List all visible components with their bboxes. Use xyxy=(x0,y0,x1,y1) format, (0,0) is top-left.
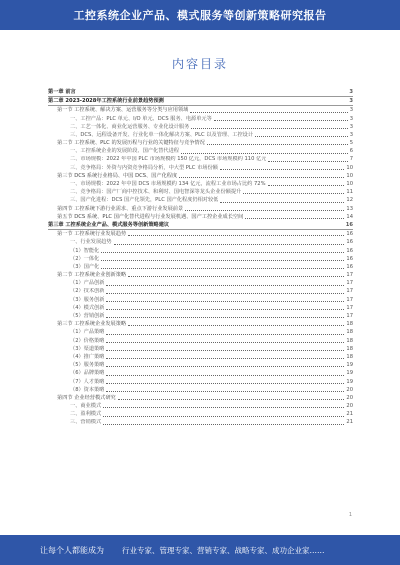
toc-dot-leader xyxy=(268,161,347,162)
toc-entry-title: 第四节 工控系统下游行业需求、重点下游行业发展前景 xyxy=(57,205,184,212)
toc-entry-page: 10 xyxy=(346,181,353,188)
toc-entry[interactable] xyxy=(48,263,353,271)
toc-entry-title: （2）价格策略 xyxy=(70,337,105,344)
toc-entry-title: 一、市场规模：2022 年中国 DCS 市场规模约 134 亿元，流程工业市场占比约 72% xyxy=(70,181,266,188)
toc-entry[interactable] xyxy=(48,172,353,180)
toc-entry-page: 5 xyxy=(349,140,353,147)
toc-entry[interactable] xyxy=(48,106,353,114)
toc-entry[interactable] xyxy=(48,131,353,139)
toc-entry-title: （2）技术创新 xyxy=(70,288,105,295)
toc-dot-leader xyxy=(103,424,344,425)
toc-dot-leader xyxy=(185,210,344,211)
toc-dot-leader xyxy=(101,268,344,269)
toc-entry-page: 16 xyxy=(346,231,353,238)
toc-entry-title: （5）服务策略 xyxy=(70,362,105,369)
toc-entry-page: 17 xyxy=(346,280,353,287)
toc-entry[interactable] xyxy=(48,394,353,402)
toc-entry[interactable] xyxy=(48,328,353,336)
toc-entry-page: 10 xyxy=(346,172,353,179)
toc-entry-page: 3 xyxy=(349,115,353,122)
toc-entry-title: 第三章 工控系统企业产品、模式服务等创新策略建议 xyxy=(48,221,170,228)
toc-entry-title: 第四节 企业经营模式研究 xyxy=(57,394,116,401)
toc-entry-page: 18 xyxy=(346,321,353,328)
toc-entry-title: 一、工控系统企业的发展阶段、国产化替代进程 xyxy=(70,148,179,155)
toc-entry-page: 17 xyxy=(346,313,353,320)
toc-dot-leader xyxy=(214,120,348,121)
toc-dot-leader xyxy=(106,293,344,294)
toc-dot-leader xyxy=(128,235,344,236)
toc-dot-leader xyxy=(191,128,347,129)
toc-entry-page: 17 xyxy=(346,288,353,295)
toc-entry[interactable] xyxy=(48,180,353,188)
toc-entry[interactable] xyxy=(48,279,353,287)
toc-entry[interactable] xyxy=(48,115,353,123)
toc-entry[interactable] xyxy=(48,123,353,131)
toc-entry-title: 一、工控产品：PLC 单元、I/O 单元、DCS 服务、电源单元等 xyxy=(70,115,212,122)
footer-slogan: 让每个人都能成为 xyxy=(40,545,104,555)
toc-entry[interactable] xyxy=(48,221,353,230)
toc-entry-title: 二、工艺一体化、商业化运营服务、专业化设计服务 xyxy=(70,123,190,130)
toc-entry[interactable] xyxy=(48,312,353,320)
toc-entry-title: （1）产品创新 xyxy=(70,280,105,287)
toc-dot-leader xyxy=(128,276,344,277)
toc-dot-leader xyxy=(106,366,344,367)
toc-dot-leader xyxy=(106,391,344,392)
toc-dot-leader xyxy=(106,285,344,286)
toc-entry-page: 20 xyxy=(346,394,353,401)
toc-entry-title: （8）资本策略 xyxy=(70,386,105,393)
toc-entry-page: 21 xyxy=(346,419,353,426)
toc-entry-title: （7）人才策略 xyxy=(70,378,105,385)
toc-entry[interactable] xyxy=(48,378,353,386)
toc-entry-page: 3 xyxy=(349,98,353,105)
toc-dot-leader xyxy=(118,399,345,400)
toc-entry-title: （3）渠道策略 xyxy=(70,345,105,352)
toc-entry[interactable] xyxy=(48,386,353,394)
toc-dot-leader xyxy=(101,252,344,253)
toc-entry-page: 18 xyxy=(346,329,353,336)
toc-entry-title: （1）智能化 xyxy=(70,247,100,254)
toc-entry-title: 第二章 2023-2028年工控系统行业前景趋势预测 xyxy=(48,98,164,105)
report-footer xyxy=(0,535,400,565)
toc-entry[interactable] xyxy=(48,164,353,172)
toc-entry-title: 三、DCS、远程设备开发、行业化单一体化解决方案、PLC 以及管理、工控设计 xyxy=(70,131,254,138)
toc-entry-page: 3 xyxy=(349,107,353,114)
toc-entry-title: 二、市场规模：2022 年中国 PLC 市场规模约 150 亿元，DCS 市场规模约 110 亿元 xyxy=(70,156,267,163)
toc-dot-leader xyxy=(181,153,348,154)
report-title: 工控系统企业产品、模式服务等创新策略研究报告 xyxy=(73,9,327,22)
toc-entry[interactable] xyxy=(48,271,353,279)
footer-tagline: 行业专家、管理专家、营销专家、战略专家、成功企业家…… xyxy=(122,545,325,555)
toc-entry-page: 17 xyxy=(346,272,353,279)
toc-entry-title: 二、盈利模式 xyxy=(70,411,102,418)
toc-entry-page: 10 xyxy=(346,164,353,171)
toc-entry[interactable] xyxy=(48,288,353,296)
toc-entry-page: 12 xyxy=(346,197,353,204)
toc-entry-title: （6）品牌策略 xyxy=(70,370,105,377)
report-header xyxy=(0,0,400,30)
toc-entry[interactable] xyxy=(48,213,353,221)
toc-entry[interactable] xyxy=(48,320,353,328)
toc-entry-title: （4）推广策略 xyxy=(70,353,105,360)
toc-entry[interactable] xyxy=(48,353,353,361)
toc-entry[interactable] xyxy=(48,304,353,312)
toc-entry-title: （1）产品策略 xyxy=(70,329,105,336)
toc-entry-page: 14 xyxy=(346,213,353,220)
toc-entry-page: 16 xyxy=(346,263,353,270)
toc-entry-title: （3）服务创新 xyxy=(70,296,105,303)
toc-dot-leader xyxy=(101,260,344,261)
toc-entry-page: 16 xyxy=(346,255,353,262)
toc-dot-leader xyxy=(179,177,344,178)
toc-entry-title: 第三节 工控系统企业发展策略 xyxy=(57,321,127,328)
toc-entry[interactable] xyxy=(48,361,353,369)
toc-entry-title: （2）一体化 xyxy=(70,255,100,262)
toc-entry[interactable] xyxy=(48,147,353,155)
toc-entry[interactable] xyxy=(48,196,353,204)
toc-dot-leader xyxy=(106,350,344,351)
toc-entry-title: 第一节 工控系统、解决方案、运营服务等分类与应用领域 xyxy=(57,107,189,114)
toc-entry-title: 三、营销模式 xyxy=(70,419,102,426)
toc-entry-page: 18 xyxy=(346,353,353,360)
toc-entry[interactable] xyxy=(48,156,353,164)
toc-entry-page: 19 xyxy=(346,370,353,377)
toc-dot-leader xyxy=(103,407,344,408)
toc-entry-title: 二、竞争格局：国产厂商中控技术、和利时、国电智深等龙头企业份额提升 xyxy=(70,189,242,196)
toc-entry[interactable] xyxy=(48,247,353,255)
toc-dot-leader xyxy=(268,185,345,186)
toc-dot-leader xyxy=(106,375,344,376)
toc-entry[interactable] xyxy=(48,230,353,238)
toc-entry-title: 第五节 DCS 系统、PLC 国产化替代进程与行业发展机遇、国产工控企业成长空间 xyxy=(57,213,244,220)
toc-dot-leader xyxy=(106,358,344,359)
toc-entry-page: 16 xyxy=(346,247,353,254)
toc-entry[interactable] xyxy=(48,255,353,263)
toc-entry-title: （5）营销创新 xyxy=(70,313,105,320)
toc-entry[interactable] xyxy=(48,296,353,304)
toc-entry-page: 18 xyxy=(346,345,353,352)
toc-dot-leader xyxy=(106,309,344,310)
toc-entry-title: 三、竞争格局：外资与内资竞争格局分析，中大型 PLC 市场份额 xyxy=(70,164,218,171)
toc-entry-title: 三、国产化进程：DCS 国产化领先，PLC 国产化程度仍相对较低 xyxy=(70,197,219,204)
toc-entry[interactable] xyxy=(48,410,353,418)
toc-entry-page: 11 xyxy=(346,189,353,196)
toc-dot-leader xyxy=(243,193,344,194)
toc-entry-title: （3）国产化 xyxy=(70,263,100,270)
toc-entry[interactable] xyxy=(48,402,353,410)
toc-dot-leader xyxy=(220,202,344,203)
toc-dot-leader xyxy=(207,144,348,145)
toc-entry-page: 19 xyxy=(346,378,353,385)
toc-dot-leader xyxy=(220,169,345,170)
toc-entry[interactable] xyxy=(48,88,353,97)
toc-entry-page: 19 xyxy=(346,362,353,369)
toc-entry[interactable] xyxy=(48,369,353,377)
table-of-contents xyxy=(48,88,353,427)
toc-entry[interactable] xyxy=(48,345,353,353)
toc-entry-title: 第三节 DCS 系统行业格局、中国 DCS、国产化程度 xyxy=(57,172,178,179)
toc-entry-page: 7 xyxy=(349,156,353,163)
toc-entry-page: 17 xyxy=(346,296,353,303)
toc-entry-page: 6 xyxy=(349,148,353,155)
toc-dot-leader xyxy=(245,218,344,219)
toc-dot-leader xyxy=(106,317,344,318)
toc-dot-leader xyxy=(106,301,344,302)
toc-entry-title: 一、商业模式 xyxy=(70,403,102,410)
toc-entry-page: 16 xyxy=(346,239,353,246)
toc-entry-title: 第一节 工控系统行业发展趋势 xyxy=(57,231,127,238)
toc-entry-page: 20 xyxy=(346,386,353,393)
toc-entry[interactable] xyxy=(48,97,353,106)
toc-entry[interactable] xyxy=(48,238,353,246)
toc-dot-leader xyxy=(128,325,344,326)
toc-entry-page: 13 xyxy=(346,205,353,212)
toc-entry[interactable] xyxy=(48,139,353,147)
toc-entry-page: 21 xyxy=(346,411,353,418)
toc-entry-page: 17 xyxy=(346,304,353,311)
toc-entry-page: 20 xyxy=(346,403,353,410)
toc-heading: 内容目录 xyxy=(171,57,228,71)
toc-entry[interactable] xyxy=(48,419,353,427)
toc-entry-page: 3 xyxy=(349,88,353,95)
toc-entry-title: 第二节 工控系统企业创新策略 xyxy=(57,272,127,279)
toc-dot-leader xyxy=(106,383,344,384)
toc-entry-title: 第一章 前言 xyxy=(48,88,76,95)
toc-entry-page: 18 xyxy=(346,337,353,344)
toc-dot-leader xyxy=(255,136,348,137)
toc-dot-leader xyxy=(190,112,347,113)
page-number: 1 xyxy=(348,512,352,518)
toc-dot-leader xyxy=(103,416,344,417)
toc-dot-leader xyxy=(106,334,344,335)
toc-entry-page: 16 xyxy=(345,221,353,228)
toc-entry-title: 一、行业发展趋势 xyxy=(70,239,112,246)
toc-entry[interactable] xyxy=(48,337,353,345)
toc-dot-leader xyxy=(114,244,345,245)
toc-entry-page: 3 xyxy=(349,123,353,130)
toc-dot-leader xyxy=(106,342,344,343)
toc-entry[interactable] xyxy=(48,188,353,196)
toc-entry-page: 3 xyxy=(349,131,353,138)
toc-entry[interactable] xyxy=(48,205,353,213)
toc-entry-title: （4）模式创新 xyxy=(70,304,105,311)
toc-entry-title: 第二节 工控系统、PLC 的发展历程与行业的关键特征与竞争情况 xyxy=(57,140,205,147)
